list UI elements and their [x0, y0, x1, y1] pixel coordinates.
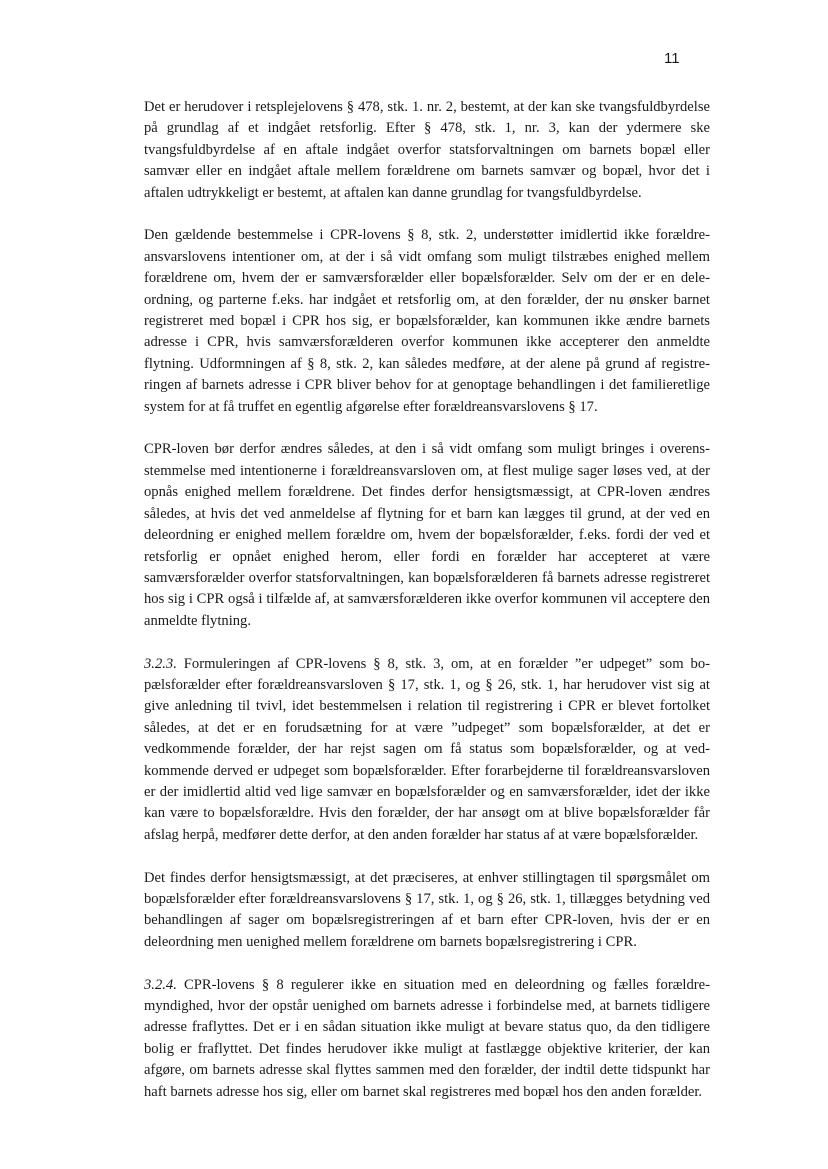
paragraph-praeciseres: Det findes derfor hensigtsmæssigt, at det præciseres, at enhver stillingtagen til spørgsmålet om bopælsforælder efter forældreansvarslovens § 17, stk. 1, og § 26, stk. 1, tillægges betydning ved behandlingen af sager om bopælsregistreringen af et barn efter CPR-loven, hvis der er en deleordning men uenighed mellem forældrene om barnets bopælsregistrering i CPR.	[144, 869, 710, 950]
paragraph-section-3-2-4	[144, 975, 710, 1103]
document-body	[144, 97, 710, 1124]
paragraph-tvangsfuldbyrdelse: Det er herudover i retsplejelovens § 478, stk. 1. nr. 2, bestemt, at der kan ske tvangsfuldbyrdelse på grundlag af et indgået retsforlig. Efter § 478, stk. 1, nr. 3, kan der ydermere ske tvangsfuldbyrdelse af en aftale indgået overfor statsforvaltningen om barnets bopæl eller samvær eller en indgået aftale mellem forældrene om barnets samvær og bopæl, hvor det i aftalen udtrykkeligt er bestemt, at aftalen kan danne grundlag for tvangsfuldbyrdelse.	[144, 99, 710, 201]
section-number: 3.2.3.	[144, 655, 177, 672]
paragraph-text: Formuleringen af CPR-lovens § 8, stk. 3, om, at en forælder ”er udpeget” som bopælsforælder efter forældreansvarsloven § 17, stk. 1, og § 26, stk. 1, har herudover vist sig at give anledning til tvivl, idet bestemmelsen i relation til registrering i CPR er blevet fortolket således, at det er en forudsætning for at være ”udpeget” som bopælsforælder, at det er vedkommende forælder, der har rejst sagen om få status som bopælsforælder, og at vedkommende derved er udpeget som bopælsforælder. Efter forarbejderne til forældreansvarsloven er der imidlertid altid ved lige samvær en bopælsforælder og en samværsforælder, idet der ikke kan være to bopælsforældre. Hvis den forælder, der har ansøgt om at blive bopælsforælder får afslag herpå, medfører dette derfor, at den anden forælder har status af at være bopælsforælder.	[144, 655, 710, 843]
section-number: 3.2.4.	[144, 976, 177, 993]
paragraph-cpr-loven-aendres: CPR-loven bør derfor ændres således, at den i så vidt omfang som muligt bringes i overensstemmelse med intentionerne i forældreansvarsloven om, at flest mulige sager løses ved, at der opnås enighed mellem forældrene. Det findes derfor hensigtsmæssigt, at CPR-loven ændres således, at hvis det ved anmeldelse af flytning for et barn kan lægges til grund, at der ved en deleordning er enighed mellem forældre om, hvem der bopælsforælder, f.eks. fordi der ved et retsforlig er opnået enighed herom, eller fordi en forælder har accepteret at være samværsforælder overfor statsforvaltningen, kan bopælsforælderen få barnets adresse registreret hos sig i CPR også i tilfælde af, at samværsforælderen ikke overfor kommunen vil acceptere den anmeldte flytning.	[144, 441, 710, 629]
paragraph-gaeldende-bestemmelse: Den gældende bestemmelse i CPR-lovens § 8, stk. 2, understøtter imidlertid ikke forældreansvarslovens intentioner om, at der i så vidt omfang som muligt tilstræbes enighed mellem forældrene om, hvem der er samværsforælder eller bopælsforælder. Selv om der er en deleordning, og parterne f.eks. har indgået et retsforlig om, at den forælder, der nu ønsker barnet registreret med bopæl i CPR hos sig, er bopælsforælder, kan kommunen ikke ændre barnets adresse i CPR, hvis samværsforælderen overfor kommunen ikke accepterer den anmeldte flytning. Udformningen af § 8, stk. 2, kan således medføre, at der alene på grund af registreringen af barnets adresse i CPR bliver behov for at genoptage behandlingen i det familieretlige system for at få truffet en egentlig afgørelse efter forældreansvarslovens § 17.	[144, 227, 710, 415]
paragraph-text: CPR-lovens § 8 regulerer ikke en situation med en deleordning og fælles forældremyndighed, hvor der opstår uenighed om barnets adresse i forbindelse med, at barnets tidligere adresse fraflyttes. Det er i en sådan situation ikke muligt at bevare status quo, da den tidligere bolig er fraflyttet. Det findes herudover ikke muligt at fastlægge objektive kriterier, der kan afgøre, om barnets adresse skal flyttes sammen med den forælder, der indtil dette tidspunkt har haft barnets adresse hos sig, eller om barnet skal registreres med bopæl hos den anden forælder.	[144, 976, 710, 1100]
paragraph-section-3-2-3	[144, 654, 710, 847]
page-number: 11	[664, 50, 680, 67]
